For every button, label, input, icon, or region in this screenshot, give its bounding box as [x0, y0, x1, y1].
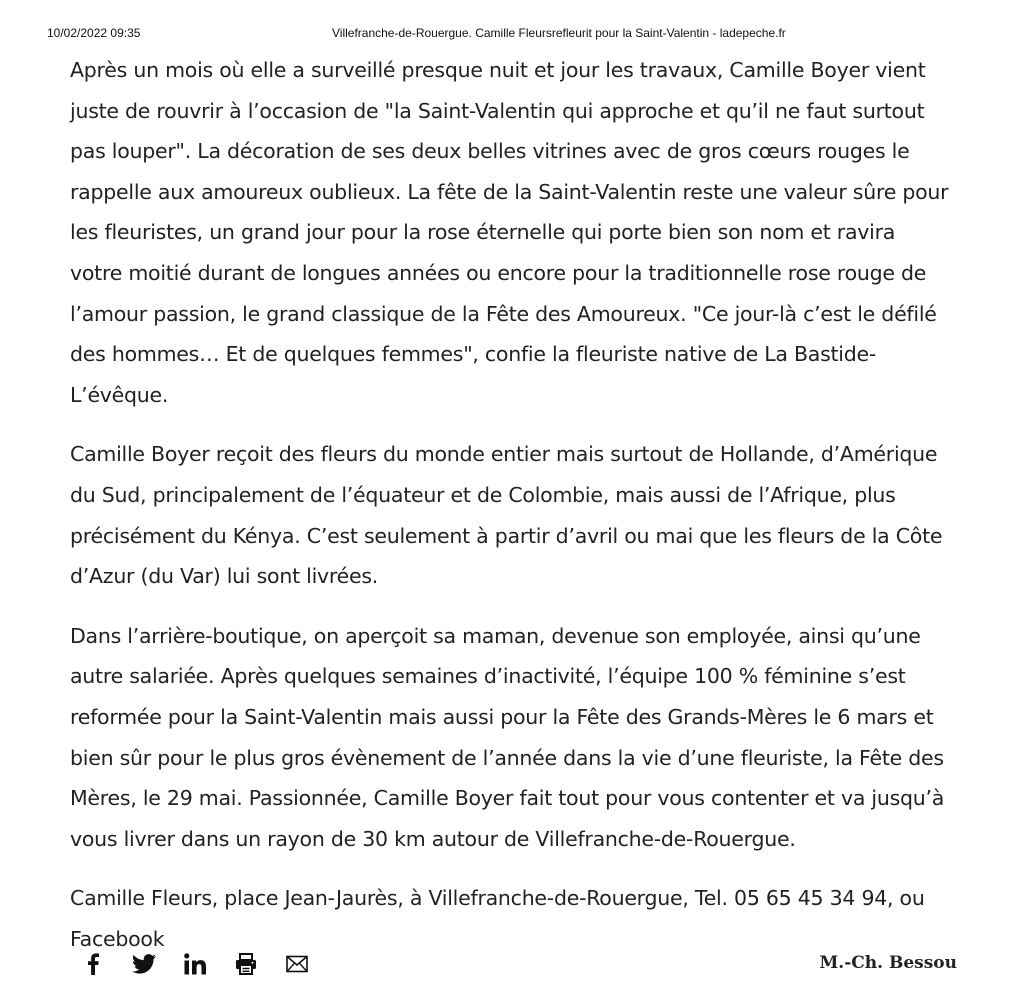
- linkedin-icon[interactable]: [182, 951, 208, 977]
- print-icon[interactable]: [233, 951, 259, 977]
- article-body: [70, 50, 950, 978]
- print-datetime: 10/02/2022 09:35: [47, 26, 141, 40]
- twitter-icon[interactable]: [131, 951, 157, 977]
- article-paragraph: Après un mois où elle a surveillé presque nuit et jour les travaux, Camille Boyer vient juste de rouvrir à l’occasion de "la Saint-Valentin qui approche et qu’il ne faut surtout pas louper". La décoration de ses deux belles vitrines avec de gros cœurs rouges le rappelle aux amoureux oublieux. La fête de la Saint-Valentin reste une valeur sûre pour les fleuristes, un grand jour pour la rose éternelle qui porte bien son nom et ravira votre moitié durant de longues années ou encore pour la traditionnelle rose rouge de l’amour passion, le grand classique de la Fête des Amoureux. "Ce jour-là c’est le défilé des hommes… Et de quelques femmes", confie la fleuriste native de La Bastide-L’évêque.: [70, 58, 949, 407]
- print-header: [0, 24, 1024, 44]
- facebook-icon[interactable]: [80, 951, 106, 977]
- email-icon[interactable]: [284, 951, 310, 977]
- article-author: M.-Ch. Bessou: [819, 953, 957, 973]
- print-page-title: Villefranche-de-Rouergue. Camille Fleursrefleurit pour la Saint-Valentin - ladepeche.fr: [332, 26, 786, 40]
- share-bar: [80, 950, 335, 978]
- article-paragraph: Dans l’arrière-boutique, on aperçoit sa maman, devenue son employée, ainsi qu’une autre salariée. Après quelques semaines d’inactivité, l’équipe 100 % féminine s’est reformée pour la Saint-Valentin mais aussi pour la Fête des Grands-Mères le 6 mars et bien sûr pour le plus gros évènement de l’année dans la vie d’une fleuriste, la Fête des Mères, le 29 mai. Passionnée, Camille Boyer fait tout pour vous contenter et va jusqu’à vous livrer dans un rayon de 30 km autour de Villefranche-de-Rouergue.: [70, 623, 945, 851]
- article-paragraph: Camille Fleurs, place Jean-Jaurès, à Villefranche-de-Rouergue, Tel. 05 65 45 34 94, ou Facebook: [70, 886, 925, 951]
- article-paragraph: Camille Boyer reçoit des fleurs du monde entier mais surtout de Hollande, d’Amérique du Sud, principalement de l’équateur et de Colombie, mais aussi de l’Afrique, plus précisément du Kénya. C’est seulement à partir d’avril ou mai que les fleurs de la Côte d’Azur (du Var) lui sont livrées.: [70, 442, 943, 589]
